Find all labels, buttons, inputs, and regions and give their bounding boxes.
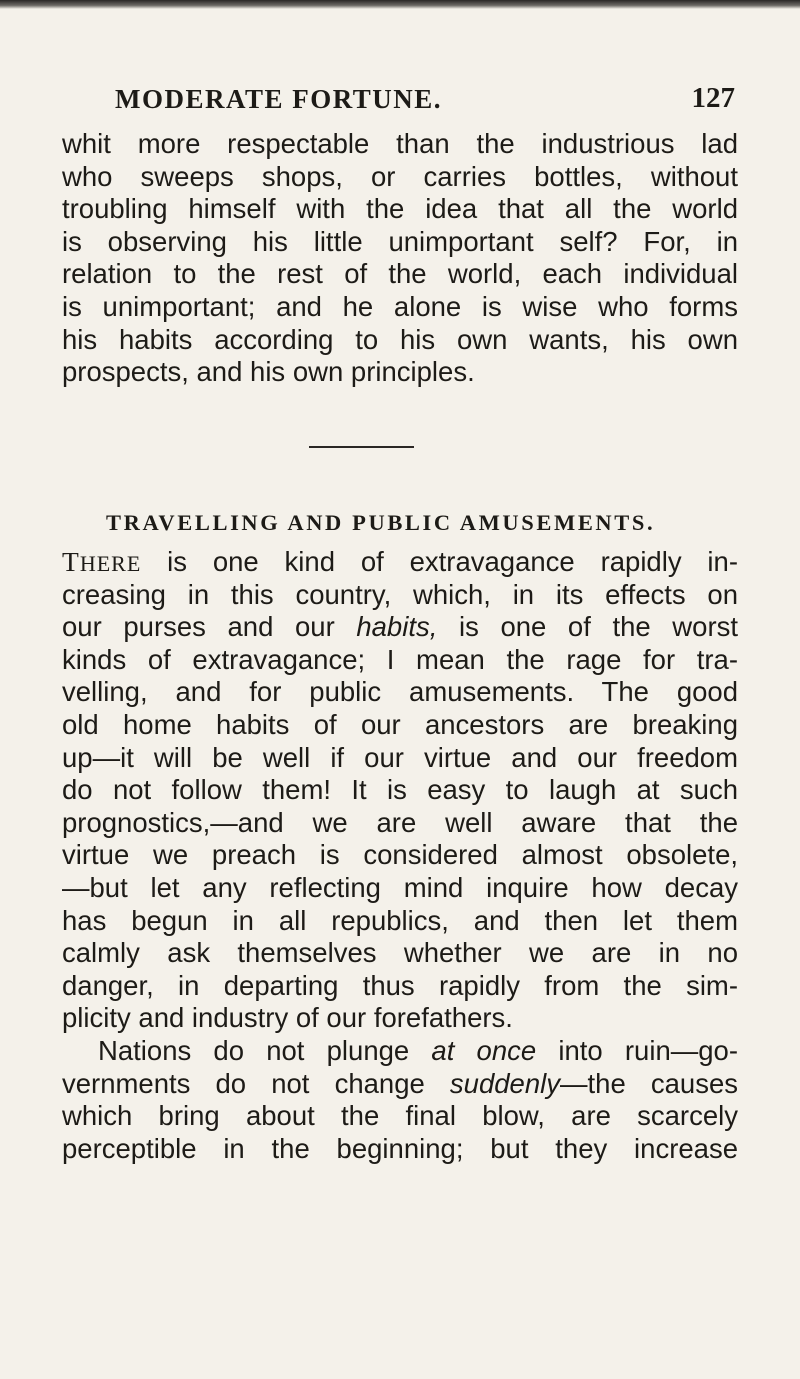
lead-word bbox=[62, 546, 141, 577]
lead-small-caps: HERE bbox=[79, 551, 142, 576]
running-title: MODERATE FORTUNE. bbox=[115, 84, 443, 114]
text-line: —but let any reflecting mind inquire how decay bbox=[62, 871, 738, 903]
text-fragment: is one of the worst bbox=[437, 611, 739, 643]
text-line bbox=[62, 546, 738, 579]
text-line: calmly ask themselves whether we are in no bbox=[62, 937, 738, 969]
page-number: 127 bbox=[691, 82, 735, 114]
italic-text: suddenly bbox=[449, 1067, 561, 1099]
text-fragment: is one kind of extravagance rapidly in- bbox=[141, 546, 738, 577]
text-line: which bring about the final blow, are scarcely bbox=[62, 1100, 738, 1132]
text-line: perceptible in the beginning; but they increase bbox=[62, 1132, 738, 1164]
text-fragment: vernments do not change bbox=[62, 1067, 450, 1099]
text-line: prospects, and his own principles. bbox=[62, 356, 475, 388]
text-line: is unimportant; and he alone is wise who forms bbox=[62, 290, 738, 322]
italic-text: habits, bbox=[356, 611, 438, 643]
text-line: troubling himself with the idea that all the world bbox=[62, 193, 738, 225]
text-line: plicity and industry of our forefathers. bbox=[62, 1002, 513, 1034]
lead-initial: T bbox=[62, 546, 80, 577]
text-line: whit more respectable than the industrious lad bbox=[62, 128, 738, 159]
text-fragment: —the causes bbox=[560, 1067, 738, 1099]
text-fragment: our purses and our bbox=[62, 611, 357, 643]
text-line: do not follow them! It is easy to laugh at such bbox=[62, 774, 738, 806]
text-line bbox=[62, 1068, 738, 1101]
text-line: prognostics,—and we are well aware that the bbox=[62, 806, 738, 838]
text-line: kinds of extravagance; I mean the rage for tra- bbox=[62, 643, 738, 675]
text-fragment: Nations do not plunge bbox=[98, 1034, 432, 1066]
text-line: his habits according to his own wants, his own bbox=[62, 323, 738, 355]
text-line: who sweeps shops, or carries bottles, without bbox=[62, 160, 738, 192]
section-divider bbox=[309, 446, 414, 448]
text-line bbox=[62, 611, 738, 644]
text-line: old home habits of our ancestors are breaking bbox=[62, 708, 738, 740]
running-head bbox=[115, 84, 735, 124]
text-line: is observing his little unimportant self? For, in bbox=[62, 225, 738, 257]
page-top-edge bbox=[0, 0, 800, 9]
text-line: has begun in all republics, and then let them bbox=[62, 904, 738, 936]
paragraph-travelling bbox=[62, 546, 738, 1165]
text-line: creasing in this country, which, in its effects on bbox=[62, 578, 738, 610]
section-heading: TRAVELLING AND PUBLIC AMUSEMENTS. bbox=[106, 510, 656, 535]
paragraph-continued bbox=[62, 128, 738, 389]
text-line: up—it will be well if our virtue and our freedom bbox=[62, 741, 738, 773]
text-line bbox=[62, 1035, 738, 1068]
italic-text: at once bbox=[431, 1034, 537, 1066]
text-fragment: into ruin—go- bbox=[536, 1034, 738, 1066]
text-line: virtue we preach is considered almost obsolete, bbox=[62, 839, 738, 871]
text-line: danger, in departing thus rapidly from the sim- bbox=[62, 969, 738, 1001]
text-line: relation to the rest of the world, each individual bbox=[62, 258, 738, 290]
text-line: velling, and for public amusements. The good bbox=[62, 676, 738, 708]
